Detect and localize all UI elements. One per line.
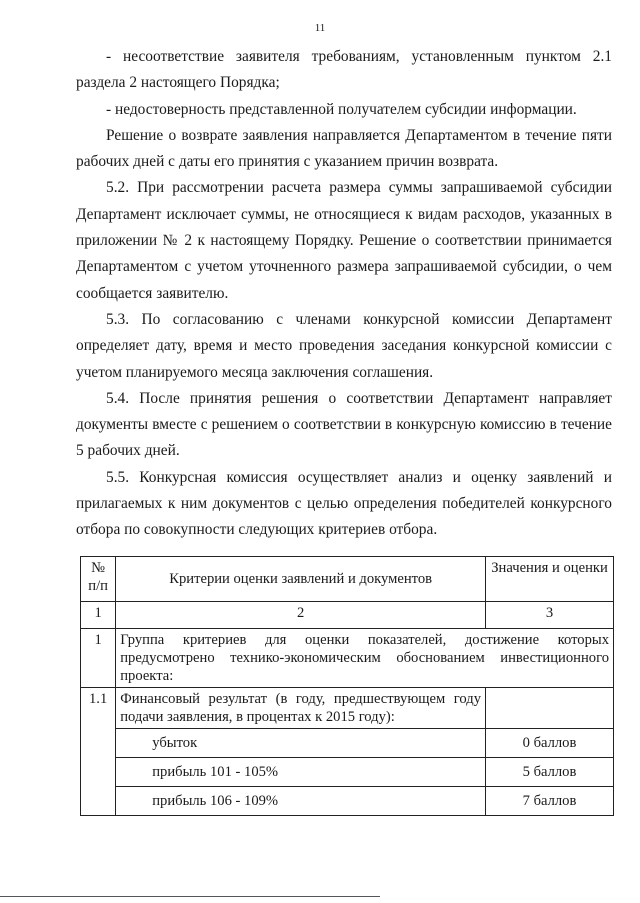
table-header-row bbox=[81, 557, 614, 602]
option-score: 0 баллов bbox=[486, 729, 614, 758]
option-label: убыток bbox=[116, 729, 486, 758]
header-values-cell bbox=[486, 557, 614, 602]
header-values: Значения и оценки bbox=[491, 560, 608, 576]
paragraph: 5.5. Конкурсная комиссия осуществляет анализ и оценку заявлений и прилагаемых к ним документов с целью определения победителей конкурсного отбора по совокупности следующих критериев отбора. bbox=[76, 468, 612, 539]
option-row bbox=[81, 729, 614, 758]
column-number-cell: 2 bbox=[116, 602, 486, 629]
paragraph: - недостоверность представленной получателем субсидии информации. bbox=[106, 100, 577, 118]
bottom-divider bbox=[0, 896, 380, 897]
column-number-row bbox=[81, 602, 614, 629]
option-score: 7 баллов bbox=[486, 787, 614, 816]
paragraph: - несоответствие заявителя требованиям, установленным пунктом 2.1 раздела 2 настоящего Порядка; bbox=[76, 48, 612, 92]
paragraph: Решение о возврате заявления направляется Департаментом в течение пяти рабочих дней с даты его принятия с указанием причин возврата. bbox=[76, 126, 612, 171]
item-text: Финансовый результат (в году, предшествующем году подачи заявления, в процентах к 2015 году): bbox=[116, 688, 486, 729]
group-num: 1 bbox=[81, 629, 116, 688]
header-criteria: Критерии оценки заявлений и документов bbox=[169, 571, 433, 587]
header-num-cell bbox=[81, 557, 116, 602]
paragraph: 5.4. После принятия решения о соответствии Департамент направляет документы вместе с решением о соответствии в конкурсную комиссию в течение 5 рабочих дней. bbox=[76, 389, 612, 460]
document-body bbox=[76, 44, 612, 544]
option-score: 5 баллов bbox=[486, 758, 614, 787]
item-row bbox=[81, 688, 614, 729]
group-text: Группа критериев для оценки показателей, достижение которых предусмотрено технико-экономическим обоснованием инвестиционного проекта: bbox=[116, 629, 614, 688]
paragraph: 5.2. При рассмотрении расчета размера суммы запрашиваемой субсидии Департамент исключает суммы, не относящиеся к видам расходов, указанных в приложении № 2 к настоящему Порядку. Решение о соответствии принимается Департаментом с учетом уточненного размера запрашиваемой субсидии, о чем сообщается заявителю. bbox=[76, 179, 612, 302]
item-value-empty bbox=[486, 688, 614, 729]
header-criteria-cell bbox=[116, 557, 486, 602]
option-row bbox=[81, 758, 614, 787]
column-number-cell: 3 bbox=[486, 602, 614, 629]
criteria-table bbox=[80, 556, 614, 816]
item-num: 1.1 bbox=[81, 688, 116, 816]
option-label: прибыль 106 - 109% bbox=[116, 787, 486, 816]
option-label: прибыль 101 - 105% bbox=[116, 758, 486, 787]
header-num: № п/п bbox=[88, 560, 108, 594]
page-number: 11 bbox=[314, 22, 326, 34]
group-row bbox=[81, 629, 614, 688]
paragraph: 5.3. По согласованию с членами конкурсной комиссии Департамент определяет дату, время и место проведения заседания конкурсной комиссии с учетом планируемого месяца заключения соглашения. bbox=[76, 310, 612, 381]
option-row bbox=[81, 787, 614, 816]
column-number-cell: 1 bbox=[81, 602, 116, 629]
